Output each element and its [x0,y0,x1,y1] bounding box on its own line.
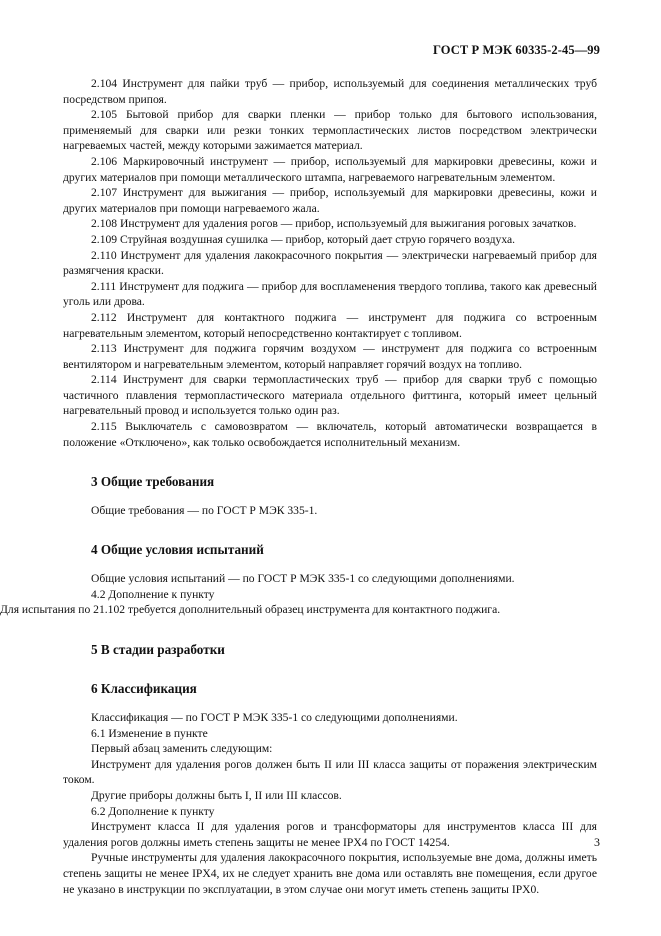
definition-2-107: 2.107 Инструмент для выжигания — прибор, используемый для маркировки древесины, кожи и других материалов при помощи нагреваемого жала. [63,186,597,215]
definition-2-106: 2.106 Маркировочный инструмент — прибор, используемый для маркировки древесины, кожи и других материалов при помощи металлического штампа, нагреваемого нагревательным элементом. [63,154,597,184]
section-6-1-heading: 6.1 Изменение в пункте [91,726,208,740]
section-6-2-heading: 6.2 Дополнение к пункту [91,804,215,818]
section-6-1-line-2: Инструмент для удаления рогов должен быть II или III класса защиты от поражения электрическим током. [63,757,597,787]
page-number: 3 [594,835,600,849]
section-6-2-line-2: Ручные инструменты для удаления лакокрасочного покрытия, используемые вне дома, должны иметь степень защиты не менее IPX4, их не следует хранить вне дома или оставлять вне помещения, если другое не указано в инструкции по эксплуатации, в этом случае они могут иметь степень защиты IPX0. [63,851,597,896]
section-3-text: Общие требования — по ГОСТ Р МЭК 335-1. [91,503,318,517]
section-6-title: 6 Классификация [91,681,197,697]
section-3-title: 3 Общие требования [91,474,215,490]
definition-2-112: 2.112 Инструмент для контактного поджига — инструмент для поджига со встроенным нагревательным элементом, который непосредственно контактирует с топливом. [63,310,597,340]
definition-2-114: 2.114 Инструмент для сварки термопластических труб — прибор для сварки труб с помощью частичного плавления термопластического материала отдельного фиттинга, который имеет цельный нагревательный провод и используется только один раз. [63,373,597,418]
definition-2-115: 2.115 Выключатель с самовозвратом — включатель, который автоматически возвращается в положение «Отключено», как только освобождается исполнительный механизм. [63,420,597,449]
section-6-1-line-1: Первый абзац заменить следующим: [91,742,273,756]
definition-2-113: 2.113 Инструмент для поджига горячим воздухом — инструмент для поджига со встроенным вентилятором и нагревательным элементом, который направляет горячий воздух на топливо. [63,342,597,371]
definition-2-111: 2.111 Инструмент для поджига — прибор для воспламенения твердого топлива, такого как древесный уголь или дрова. [63,279,597,309]
document-header: ГОСТ Р МЭК 60335-2-45—99 [433,43,600,57]
section-4-text: Общие условия испытаний — по ГОСТ Р МЭК 335-1 со следующими дополнениями. [91,572,515,586]
section-6-1-line-3: Другие приборы должны быть I, II или III классов. [91,788,342,802]
definition-2-110: 2.110 Инструмент для удаления лакокрасочного покрытия — электрически нагреваемый прибор для размягчения краски. [63,248,597,278]
definition-2-104: 2.104 Инструмент для пайки труб — прибор, используемый для соединения металлических труб посредством припоя. [63,77,597,106]
section-4-2-note: Для испытания по 21.102 требуется дополнительный образец инструмента для контактного поджига. [0,603,501,617]
definition-2-105: 2.105 Бытовой прибор для сварки пленки — прибор только для бытового использования, применяемый для сварки или резки тонких термопластических листов посредством электрически нагреваемых частей, между которыми зажимается материал. [63,108,597,153]
document-body [0,76,597,897]
definition-2-108: 2.108 Инструмент для удаления рогов — прибор, используемый для выжигания роговых зачатков. [91,217,577,231]
definition-2-109: 2.109 Струйная воздушная сушилка — прибор, который дает струю горячего воздуха. [91,232,516,246]
section-6-2-line-1: Инструмент класса II для удаления рогов и трансформаторы для инструментов класса III для удаления рогов должны иметь степень защиты не менее IPX4 по ГОСТ 14254. [63,820,597,849]
section-4-2-heading: 4.2 Дополнение к пункту [91,587,215,601]
section-4-title: 4 Общие условия испытаний [91,542,264,558]
section-6-text: Классификация — по ГОСТ Р МЭК 335-1 со следующими дополнениями. [91,711,458,724]
section-5-title: 5 В стадии разработки [91,641,225,657]
